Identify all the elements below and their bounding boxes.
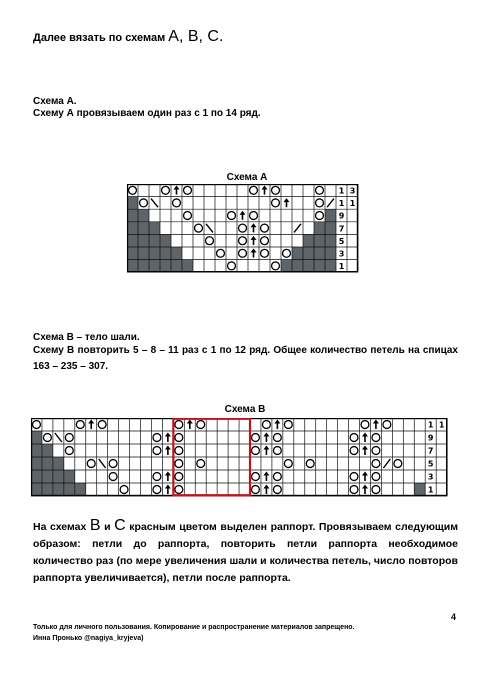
yarn-over-symbol <box>98 421 106 429</box>
yarn-over-symbol <box>252 473 260 481</box>
left-decrease-symbol <box>151 199 158 208</box>
no-stitch-cell <box>64 483 75 496</box>
scheme-c-letter: С <box>114 517 126 534</box>
yarn-over-symbol <box>43 434 51 442</box>
row-number-label: 1 <box>349 199 356 209</box>
yarn-over-symbol <box>206 237 214 245</box>
intro-line <box>33 28 223 46</box>
yarn-over-symbol <box>153 434 161 442</box>
yarn-over-symbol <box>306 460 314 468</box>
double-decrease-arrow <box>263 485 269 489</box>
double-decrease-arrow <box>362 472 368 476</box>
double-decrease-arrow <box>274 420 280 424</box>
yarn-over-symbol <box>197 421 205 429</box>
double-decrease-arrow <box>88 420 94 424</box>
yarn-over-symbol <box>252 447 260 455</box>
yarn-over-symbol <box>394 460 402 468</box>
double-decrease-arrow <box>362 446 368 450</box>
no-stitch-cell <box>325 209 336 222</box>
left-decrease-symbol <box>206 224 213 233</box>
no-stitch-cell <box>149 260 160 273</box>
yarn-over-symbol <box>175 421 183 429</box>
no-stitch-cell <box>31 444 42 457</box>
right-decrease-symbol <box>294 224 301 233</box>
yarn-over-symbol <box>228 262 236 270</box>
no-stitch-cell <box>42 470 53 483</box>
yarn-over-symbol <box>250 186 258 194</box>
no-stitch-cell <box>292 260 303 273</box>
double-decrease-arrow <box>165 433 171 437</box>
yarn-over-symbol <box>350 473 358 481</box>
no-stitch-cell <box>127 197 138 210</box>
row-number-label: 9 <box>338 211 345 221</box>
yarn-over-symbol <box>262 421 270 429</box>
yarn-over-symbol <box>383 421 391 429</box>
yarn-over-symbol <box>372 473 380 481</box>
left-decrease-symbol <box>55 433 62 442</box>
intro-scheme-letters: A, B, C. <box>168 28 224 45</box>
yarn-over-symbol <box>372 460 380 468</box>
section-a-text: Схему А провязываем один раз с 1 по 14 ряд. <box>33 108 261 119</box>
yarn-over-symbol <box>372 447 380 455</box>
section-b-title: Схема В – тело шали. <box>33 332 140 343</box>
row-number-label: 3 <box>338 249 345 259</box>
yarn-over-symbol <box>252 434 260 442</box>
scheme-b-letter: В <box>89 517 101 534</box>
double-decrease-arrow <box>263 446 269 450</box>
no-stitch-cell <box>314 222 325 235</box>
yarn-over-symbol <box>197 460 205 468</box>
yarn-over-symbol <box>239 237 247 245</box>
no-stitch-cell <box>314 260 325 273</box>
yarn-over-symbol <box>228 212 236 220</box>
double-decrease-arrow <box>251 236 257 240</box>
no-stitch-cell <box>64 470 75 483</box>
no-stitch-cell <box>149 222 160 235</box>
no-stitch-cell <box>160 247 171 260</box>
no-stitch-cell <box>31 483 42 496</box>
no-stitch-cell <box>414 483 425 496</box>
yarn-over-symbol <box>175 447 183 455</box>
no-stitch-cell <box>127 222 138 235</box>
right-decrease-symbol <box>383 459 390 468</box>
yarn-over-symbol <box>361 421 369 429</box>
yarn-over-symbol <box>261 237 269 245</box>
footer-copyright: Только для личного пользования. Копирование и распространение материалов запрещено. <box>33 624 355 631</box>
no-stitch-cell <box>325 247 336 260</box>
yarn-over-symbol <box>273 447 281 455</box>
yarn-over-symbol <box>65 447 73 455</box>
no-stitch-cell <box>138 222 149 235</box>
yarn-over-symbol <box>261 224 269 232</box>
double-decrease-arrow <box>262 186 268 190</box>
no-stitch-cell <box>160 234 171 247</box>
yarn-over-symbol <box>120 486 128 494</box>
yarn-over-symbol <box>162 186 170 194</box>
no-stitch-cell <box>314 234 325 247</box>
yarn-over-symbol <box>195 224 203 232</box>
no-stitch-cell <box>127 234 138 247</box>
yarn-over-symbol <box>316 212 324 220</box>
row-number-label: 1 <box>338 186 345 196</box>
yarn-over-symbol <box>273 434 281 442</box>
row-number-label: 1 <box>427 420 434 430</box>
page-number: 4 <box>451 612 457 622</box>
yarn-over-symbol <box>109 460 117 468</box>
yarn-over-symbol <box>87 460 95 468</box>
yarn-over-symbol <box>153 473 161 481</box>
no-stitch-cell <box>149 247 160 260</box>
yarn-over-symbol <box>350 447 358 455</box>
double-decrease-arrow <box>263 433 269 437</box>
yarn-over-symbol <box>184 186 192 194</box>
no-stitch-cell <box>42 483 53 496</box>
chart-a <box>127 184 361 273</box>
yarn-over-symbol <box>65 434 73 442</box>
double-decrease-arrow <box>174 186 180 190</box>
no-stitch-cell <box>292 247 303 260</box>
double-decrease-arrow <box>165 446 171 450</box>
yarn-over-symbol <box>175 473 183 481</box>
double-decrease-arrow <box>373 420 379 424</box>
no-stitch-cell <box>42 457 53 470</box>
yarn-over-symbol <box>252 486 260 494</box>
double-decrease-arrow <box>165 485 171 489</box>
double-decrease-arrow <box>284 198 290 202</box>
double-decrease-arrow <box>187 420 193 424</box>
yarn-over-symbol <box>175 486 183 494</box>
chart-b <box>31 418 448 497</box>
yarn-over-symbol <box>175 434 183 442</box>
yarn-over-symbol <box>239 224 247 232</box>
yarn-over-symbol <box>175 460 183 468</box>
no-stitch-cell <box>75 483 86 496</box>
double-decrease-arrow <box>263 472 269 476</box>
yarn-over-symbol <box>316 186 324 194</box>
no-stitch-cell <box>325 234 336 247</box>
right-decrease-symbol <box>327 199 334 208</box>
repeat-explanation: На схемах В и С красным цветом выделен раппорт. Провязываем следующим образом: петли до раппорта, повторить петли раппорта необходимое количество раз (по мере увеличения шали и количества петель, число повторов раппорта увеличивается), петли после раппорта. <box>33 517 459 584</box>
row-number-label: 5 <box>427 459 434 469</box>
no-stitch-cell <box>303 260 314 273</box>
yarn-over-symbol <box>109 473 117 481</box>
yarn-over-symbol <box>350 434 358 442</box>
yarn-over-symbol <box>76 421 84 429</box>
no-stitch-cell <box>138 247 149 260</box>
row-number-label: 3 <box>427 472 434 482</box>
no-stitch-cell <box>303 247 314 260</box>
intro-text: Далее вязать по схемам <box>33 32 169 44</box>
yarn-over-symbol <box>273 486 281 494</box>
no-stitch-cell <box>127 247 138 260</box>
yarn-over-symbol <box>153 447 161 455</box>
yarn-over-symbol <box>372 486 380 494</box>
no-stitch-cell <box>53 470 64 483</box>
yarn-over-symbol <box>372 434 380 442</box>
no-stitch-cell <box>314 247 325 260</box>
no-stitch-cell <box>325 260 336 273</box>
row-number-label: 9 <box>427 433 434 443</box>
no-stitch-cell <box>31 470 42 483</box>
no-stitch-cell <box>325 222 336 235</box>
no-stitch-cell <box>127 209 138 222</box>
no-stitch-cell <box>171 247 182 260</box>
yarn-over-symbol <box>272 186 280 194</box>
row-number-label: 1 <box>338 199 345 209</box>
no-stitch-cell <box>53 457 64 470</box>
no-stitch-cell <box>53 483 64 496</box>
yarn-over-symbol <box>284 460 292 468</box>
section-b-text: Схему В повторить 5 – 8 – 11 раз с 1 по 12 ряд. Общее количество петель на спицах 163 – 235 – 307. <box>33 345 458 372</box>
row-number-label: 7 <box>427 446 434 456</box>
yarn-over-symbol <box>273 473 281 481</box>
row-number-label: 1 <box>427 485 434 495</box>
row-number-label: 3 <box>349 186 356 196</box>
row-number-label: 1 <box>338 262 345 272</box>
double-decrease-arrow <box>251 249 257 253</box>
row-number-label: 5 <box>338 236 345 246</box>
left-decrease-symbol <box>99 459 106 468</box>
no-stitch-cell <box>138 260 149 273</box>
yarn-over-symbol <box>272 199 280 207</box>
no-stitch-cell <box>160 260 171 273</box>
no-stitch-cell <box>281 260 292 273</box>
yarn-over-symbol <box>129 186 137 194</box>
yarn-over-symbol <box>272 262 280 270</box>
footer-author: Инна Пронько @nagiya_kryjeva) <box>33 635 144 642</box>
yarn-over-symbol <box>239 249 247 257</box>
double-decrease-arrow <box>362 485 368 489</box>
no-stitch-cell <box>303 234 314 247</box>
chart-b-caption: Схема В <box>224 404 266 415</box>
no-stitch-cell <box>42 444 53 457</box>
no-stitch-cell <box>31 431 42 444</box>
no-stitch-cell <box>138 234 149 247</box>
yarn-over-symbol <box>250 212 258 220</box>
chart-a-caption: Схема А <box>226 172 268 183</box>
no-stitch-cell <box>171 260 182 273</box>
yarn-over-symbol <box>217 249 225 257</box>
double-decrease-arrow <box>251 223 257 227</box>
no-stitch-cell <box>127 260 138 273</box>
yarn-over-symbol <box>33 421 41 429</box>
yarn-over-symbol <box>261 249 269 257</box>
yarn-over-symbol <box>284 421 292 429</box>
row-number-label: 1 <box>438 420 445 430</box>
double-decrease-arrow <box>240 211 246 215</box>
no-stitch-cell <box>138 209 149 222</box>
no-stitch-cell <box>182 260 193 273</box>
yarn-over-symbol <box>153 486 161 494</box>
yarn-over-symbol <box>184 212 192 220</box>
yarn-over-symbol <box>350 486 358 494</box>
yarn-over-symbol <box>140 199 148 207</box>
no-stitch-cell <box>149 234 160 247</box>
double-decrease-arrow <box>362 433 368 437</box>
section-a-title: Схема А. <box>33 96 77 107</box>
yarn-over-symbol <box>173 199 181 207</box>
row-number-label: 7 <box>338 224 345 234</box>
no-stitch-cell <box>31 457 42 470</box>
yarn-over-symbol <box>316 199 324 207</box>
double-decrease-arrow <box>165 472 171 476</box>
yarn-over-symbol <box>283 249 291 257</box>
